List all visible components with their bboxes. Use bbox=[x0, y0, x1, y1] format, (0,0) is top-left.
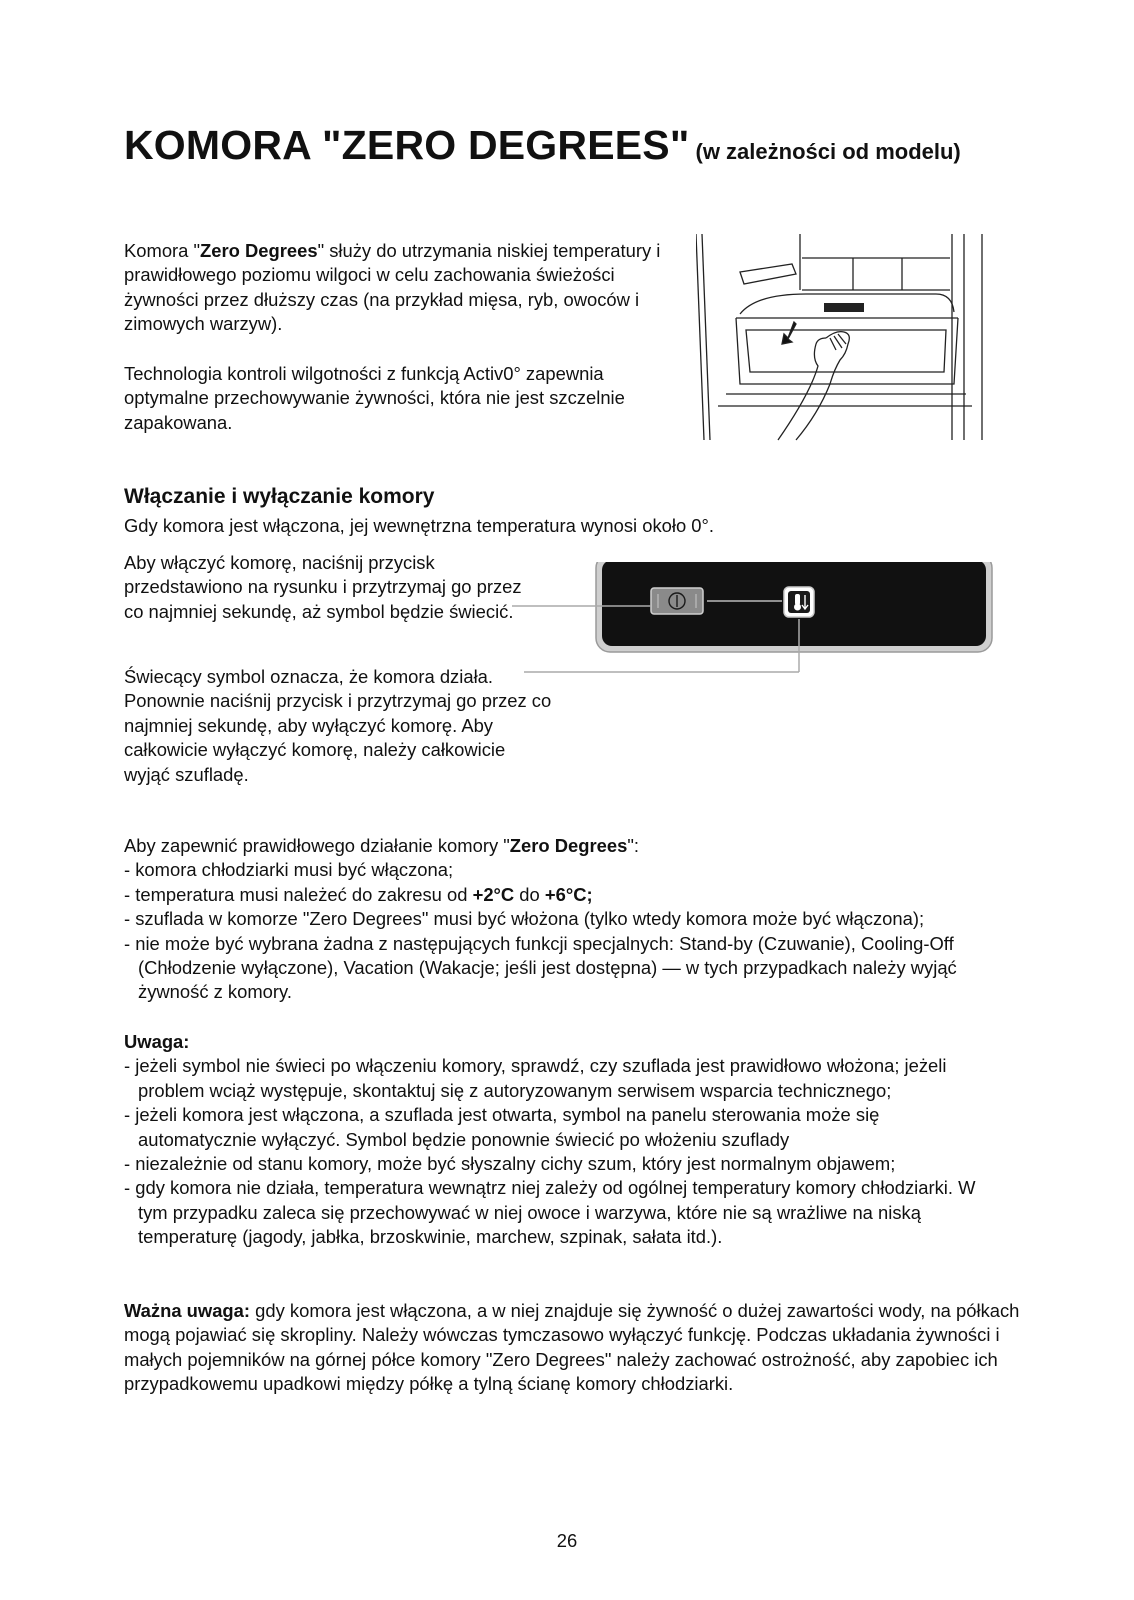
requirement-item: - komora chłodziarki musi być włączona; bbox=[124, 859, 454, 881]
intro-bold: Zero Degrees bbox=[200, 240, 318, 261]
press-instructions: Aby włączyć komorę, naciśnij przycisk przedstawiono na rysunku i przytrzymaj go przez co najmniej sekundę, aż symbol będzie świecić. bbox=[124, 552, 522, 622]
requirement-item: - nie może być wybrana żadna z następujących funkcji specjalnych: Stand-by (Czuwanie), Cooling-Off (Chłodzenie wyłączone), Vacation (Wakacje; jeśli jest dostępna) — w tych przypadkach należy wyjąć żywność z komory. bbox=[124, 932, 957, 1003]
important-note bbox=[124, 1299, 1024, 1397]
intro-rest: " służy do utrzymania niskiej temperatury i prawidłowego poziomu wilgoci w celu zachowania świeżości żywności przez dłuższy czas (na przykład mięsa, ryb, owoców i zimowych warzyw). bbox=[124, 240, 661, 335]
thermometer-snowflake-icon bbox=[784, 587, 814, 617]
page-number: 26 bbox=[556, 1530, 578, 1551]
req-item2-mid: do bbox=[514, 883, 545, 905]
req-item2-from: +2°C bbox=[472, 883, 515, 905]
note-item: - niezależnie od stanu komory, może być słyszalny cichy szum, który jest normalnym objawem; bbox=[124, 1153, 896, 1175]
requirements-lead bbox=[124, 834, 1024, 858]
control-panel-figure bbox=[512, 562, 1020, 692]
technology-paragraph: Technologia kontroli wilgotności z funkcją Activ0° zapewnia optymalne przechowywanie żywności, która nie jest szczelnie zapakowana. bbox=[124, 363, 625, 433]
power-button-icon[interactable] bbox=[651, 588, 703, 614]
note-item: - gdy komora nie działa, temperatura wewnątrz niej zależy od ogólnej temperatury komory chłodziarki. W tym przypadku zaleca się przechowywać w niej owoce i warzywa, które nie są wrażliwe na niską temperaturę (jagody, jabłka, brzoskwinie, marchew, szpinak, sałata itd.). bbox=[124, 1177, 976, 1248]
notes-heading bbox=[124, 1030, 1034, 1054]
section-heading: Włączanie i wyłączanie komory bbox=[124, 485, 435, 508]
fridge-drawer-illustration bbox=[696, 234, 996, 452]
requirements-block bbox=[124, 834, 1024, 1005]
important-label: Ważna uwaga: bbox=[124, 1300, 251, 1321]
req-item2-to: +6°C; bbox=[544, 883, 593, 905]
light-instructions: Świecący symbol oznacza, że komora działa. Ponownie naciśnij przycisk i przytrzymaj go przez co najmniej sekundę, aby wyłączyć komorę. Aby całkowicie wyłączyć komorę, należy całkowicie wyjąć szufladę. bbox=[124, 666, 552, 785]
intro-prefix: Komora " bbox=[124, 240, 201, 261]
req-lead-suffix: ": bbox=[627, 835, 639, 856]
req-lead-prefix: Aby zapewnić prawidłowego działanie komory " bbox=[124, 835, 510, 856]
requirement-item: - szuflada w komorze "Zero Degrees" musi być włożona (tylko wtedy komora może być włączona); bbox=[124, 908, 925, 930]
note-item: - jeżeli symbol nie świeci po włączeniu komory, sprawdź, czy szuflada jest prawidłowo włożona; jeżeli problem wciąż występuje, skontaktuj się z autoryzowanym serwisem wsparcia technicznego; bbox=[124, 1055, 947, 1101]
page-title bbox=[124, 122, 961, 169]
req-item2-prefix: - temperatura musi należeć do zakresu od bbox=[124, 883, 473, 905]
req-lead-bold: Zero Degrees bbox=[509, 835, 628, 856]
title-sub: (w zależności od modelu) bbox=[695, 139, 961, 164]
note-item: - jeżeli komora jest włączona, a szuflada jest otwarta, symbol na panelu sterowania może się automatycznie wyłączyć. Symbol będzie ponownie świecić po włożeniu szuflady bbox=[124, 1104, 880, 1150]
notes-heading-text: Uwaga: bbox=[124, 1031, 190, 1052]
intro-paragraph bbox=[124, 239, 664, 337]
notes-block bbox=[124, 1030, 1034, 1250]
requirement-item bbox=[124, 883, 1024, 907]
important-text: gdy komora jest włączona, a w niej znajduje się żywność o dużej zawartości wody, na półkach mogą pojawiać się skropliny. Należy wówczas tymczasowo wyłączyć funkcję. Podczas układania żywności i małych pojemników na górnej półce komory "Zero Degrees" należy zachować ostrożność, aby zapobiec ich przypadkowemu upadkowi między półkę a tylną ścianę komory chłodziarki. bbox=[124, 1300, 1020, 1395]
title-main: KOMORA "ZERO DEGREES" bbox=[124, 122, 690, 168]
section-intro: Gdy komora jest włączona, jej wewnętrzna temperatura wynosi około 0°. bbox=[124, 515, 714, 536]
